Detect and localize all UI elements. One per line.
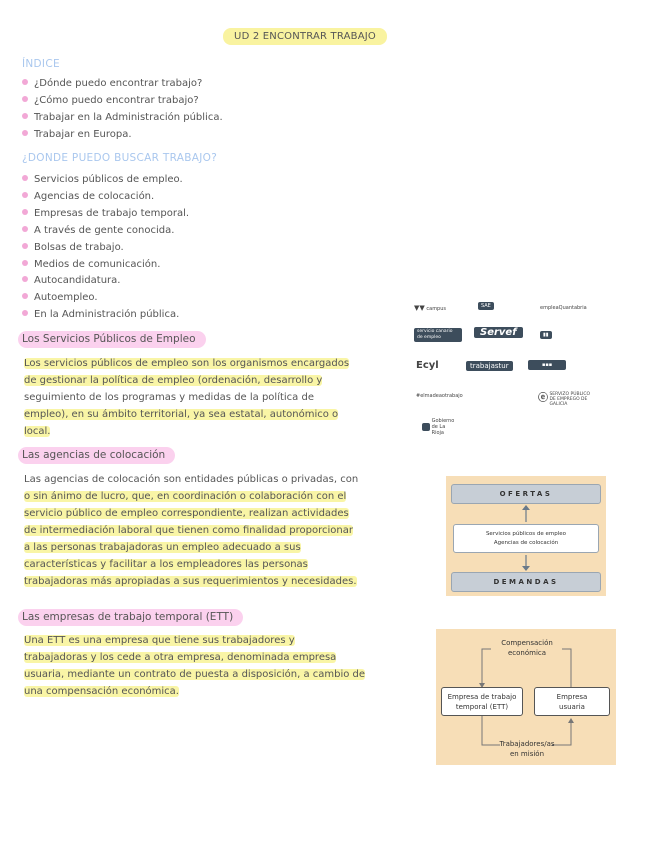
paragraph-line: trabajadoras y los cede a otra empresa, denominada empresa xyxy=(24,652,337,663)
ett-diagram xyxy=(436,629,616,765)
intermediary-label: Servicios públicos de empleo xyxy=(485,531,567,537)
paragraph-line: de gestionar la política de empleo (ordenación, desarrollo y xyxy=(24,375,323,386)
section-heading-agencias: Las agencias de colocación xyxy=(18,447,175,464)
agencias-paragraph xyxy=(24,471,358,590)
list-item: Autoempleo. xyxy=(22,290,189,307)
list-item: Empresas de trabajo temporal. xyxy=(22,206,189,223)
bullet-icon xyxy=(22,175,28,181)
logo-emplea-cantabria: empleaQuantabria xyxy=(540,305,587,311)
page-title: UD 2 ENCONTRAR TRABAJO xyxy=(223,28,387,45)
index-list xyxy=(22,76,223,144)
where-heading: ¿DONDE PUEDO BUSCAR TRABAJO? xyxy=(22,152,218,164)
bullet-icon xyxy=(22,130,28,136)
section-heading-ett: Las empresas de trabajo temporal (ETT) xyxy=(18,609,243,626)
user-company-box: Empresa usuaria xyxy=(534,687,610,716)
intermediary-label: Agencias de colocación xyxy=(493,540,559,546)
logo-servef: Servef xyxy=(474,327,523,338)
list-item: Servicios públicos de empleo. xyxy=(22,172,189,189)
demandas-bar: DEMANDAS xyxy=(451,572,601,592)
bullet-icon xyxy=(22,226,28,232)
bullet-icon xyxy=(22,96,28,102)
list-item: Autocandidatura. xyxy=(22,273,189,290)
index-heading: ÍNDICE xyxy=(22,58,60,70)
bullet-icon xyxy=(22,276,28,282)
list-item: Agencias de colocación. xyxy=(22,189,189,206)
bullet-icon xyxy=(22,113,28,119)
logo-elmadeao-trabajo: #elmadeaotrabajo xyxy=(416,393,463,399)
paragraph-line: características y facilitar a los empleadores las personas xyxy=(24,559,308,570)
bullet-icon xyxy=(22,243,28,249)
where-list xyxy=(22,172,189,324)
paragraph-line: Los servicios públicos de empleo son los organismos encargados xyxy=(24,358,350,369)
ett-paragraph xyxy=(24,632,365,700)
paragraph-line: seguimiento de los programas y medidas de la política de xyxy=(24,392,314,403)
ofertas-bar: OFERTAS xyxy=(451,484,601,504)
paragraph-line: servicio público de empleo correspondiente, realizan actividades xyxy=(24,508,349,519)
logo-galicia: ⓔ SERVIZO PÚBLICO DE EMPREGO DE GALICIA xyxy=(538,392,591,407)
paragraph-line: empleo), en su ámbito territorial, ya sea estatal, autonómico o xyxy=(24,409,339,420)
bullet-icon xyxy=(22,310,28,316)
logo-gobierno-dark: ▪▪▪ xyxy=(528,362,566,368)
intermediaries-box xyxy=(453,524,599,553)
bullet-icon xyxy=(22,260,28,266)
bullet-icon xyxy=(22,79,28,85)
logo-servicio-canario: servicio canario de empleo xyxy=(414,328,462,342)
workers-on-mission-label: Trabajadores/as en misión xyxy=(499,740,555,758)
paragraph-line: Las agencias de colocación son entidades públicas o privadas, con xyxy=(24,474,359,485)
intermediation-diagram xyxy=(446,476,606,596)
spe-paragraph xyxy=(24,355,349,440)
list-item: ¿Cómo puedo encontrar trabajo? xyxy=(22,93,223,110)
compensation-label: Compensación económica xyxy=(501,639,553,657)
employment-services-logos xyxy=(408,300,604,442)
paragraph-line: de intermediación laboral que tienen como finalidad proporcionar xyxy=(24,525,353,536)
logo-ecyl: Ecyl xyxy=(416,360,439,371)
ett-box: Empresa de trabajo temporal (ETT) xyxy=(441,687,523,716)
list-item: Trabajar en la Administración pública. xyxy=(22,110,223,127)
paragraph-line: o sin ánimo de lucro, que, en coordinación o colaboración con el xyxy=(24,491,347,502)
list-item: Trabajar en Europa. xyxy=(22,127,223,144)
list-item: Medios de comunicación. xyxy=(22,257,189,274)
logo-sae: SAE xyxy=(478,303,494,309)
paragraph-line: trabajadoras más apropiadas a sus requerimientos y necesidades. xyxy=(24,576,357,587)
bullet-icon xyxy=(22,192,28,198)
section-heading-spe: Los Servicios Públicos de Empleo xyxy=(18,331,206,348)
list-item: En la Administración pública. xyxy=(22,307,189,324)
logo-trabajastur: trabajastur xyxy=(466,362,513,370)
paragraph-line: usuaria, mediante un contrato de puesta a disposición, a cambio de xyxy=(24,669,366,680)
paragraph-line: Una ETT es una empresa que tiene sus trabajadores y xyxy=(24,635,295,646)
paragraph-line: a las personas trabajadoras un empleo adecuado a sus xyxy=(24,542,301,553)
bullet-icon xyxy=(22,293,28,299)
list-item: Bolsas de trabajo. xyxy=(22,240,189,257)
list-item: A través de gente conocida. xyxy=(22,223,189,240)
logo-la-rioja: Gobierno de La Rioja xyxy=(422,418,458,436)
paragraph-line: una compensación económica. xyxy=(24,686,179,697)
logo-generic-dark: ▮▮ xyxy=(540,332,552,338)
list-item: ¿Dónde puedo encontrar trabajo? xyxy=(22,76,223,93)
paragraph-line: local. xyxy=(24,426,51,437)
bullet-icon xyxy=(22,209,28,215)
logo-campus: ▼▼ campus xyxy=(414,304,447,312)
